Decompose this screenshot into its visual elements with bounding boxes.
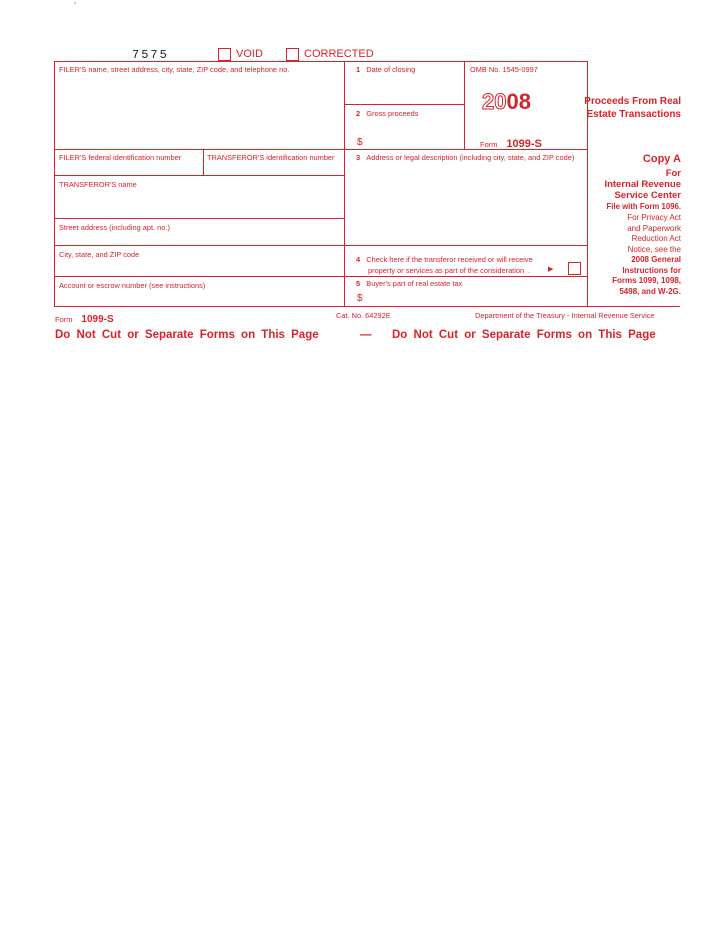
footer-form-number: 1099-S [81, 314, 114, 325]
box3-text: Address or legal description (including city, state, and ZIP code) [366, 153, 575, 162]
form-title [560, 95, 681, 121]
box4-text-line2: property or services as part of the consideration [368, 266, 525, 275]
form-code: 7575 [132, 48, 169, 62]
copy-a-panel [590, 152, 681, 297]
box5-text: Buyer's part of real estate tax [366, 279, 463, 288]
form-title-line2: Estate Transactions [586, 109, 681, 120]
box2-text: Gross proceeds [366, 109, 419, 118]
copy-privacy-1: For Privacy Act [627, 213, 681, 222]
copy-irs-line2: Service Center [614, 190, 681, 201]
box4-checkbox[interactable] [568, 262, 581, 275]
copy-privacy-2: and Paperwork [627, 223, 681, 233]
copy-privacy-3: Reduction Act [631, 234, 681, 243]
do-not-cut-right: Do Not Cut or Separate Forms on This Page [392, 329, 656, 341]
void-checkbox[interactable] [218, 48, 231, 61]
tax-year-outline: 20 [482, 89, 507, 114]
box5-number: 5 [356, 279, 361, 288]
city-state-zip-label: City, state, and ZIP code [59, 250, 140, 259]
line-box1-bottom [344, 104, 464, 105]
transferor-id-label: TRANSFEROR'S identification number [207, 153, 335, 162]
copy-privacy-4: Notice, see the [627, 244, 681, 254]
box1-text: Date of closing [366, 65, 416, 74]
copy-irs-line1: Internal Revenue [604, 179, 681, 190]
box4-line2-wrap: property or services as part of the consideration . [368, 266, 533, 275]
copy-file-with: File with Form 1096. [606, 202, 681, 211]
footer-form-word: Form [55, 315, 73, 324]
box2-dollar: $ [357, 137, 363, 148]
form-number: 1099-S [506, 138, 542, 150]
form-number-label [480, 134, 542, 152]
top-border [54, 61, 588, 62]
line-box3-bottom [344, 245, 587, 246]
box3-number: 3 [356, 153, 361, 162]
banner-dash: — [360, 329, 372, 341]
scan-mark [74, 2, 76, 4]
box5-label [356, 279, 462, 288]
line-city-bottom [54, 276, 588, 277]
do-not-cut-left: Do Not Cut or Separate Forms on This Page [55, 329, 319, 341]
box1-label [356, 65, 415, 74]
footer-form-label [55, 309, 114, 327]
corrected-checkbox[interactable] [286, 48, 299, 61]
line-ids-bottom [54, 175, 344, 176]
box2-number: 2 [356, 109, 361, 118]
divider-middle [344, 61, 345, 306]
tax-year-bold: 08 [506, 89, 531, 114]
copy-privacy-7: Forms 1099, 1098, [612, 276, 681, 285]
street-address-label: Street address (including apt. no.) [59, 223, 170, 232]
void-label: VOID [236, 48, 263, 60]
filer-fed-id-label: FILER'S federal identification number [59, 153, 182, 162]
copy-privacy-6: Instructions for [622, 265, 681, 275]
form-word: Form [480, 140, 498, 149]
copy-privacy-5: 2008 General [631, 255, 681, 264]
form-title-line1: Proceeds From Real [584, 96, 681, 107]
box2-label [356, 109, 418, 118]
box4-label [356, 255, 533, 264]
box3-label [356, 153, 574, 162]
box4-text-line1: Check here if the transferor received or will receive [366, 255, 533, 264]
box5-dollar: $ [357, 293, 363, 304]
corrected-label: CORRECTED [304, 48, 374, 60]
copy-for: For [665, 168, 681, 179]
transferor-name-label: TRANSFEROR'S name [59, 180, 137, 189]
copy-privacy-8: 5498, and W-2G. [619, 286, 681, 296]
filer-name-label: FILER'S name, street address, city, state, ZIP code, and telephone no. [59, 65, 290, 74]
line-form-bottom [54, 306, 680, 307]
line-name-bottom [54, 218, 344, 219]
department-line: Department of the Treasury - Internal Revenue Service [475, 311, 655, 320]
omb-number: OMB No. 1545-0997 [470, 65, 538, 74]
box1-number: 1 [356, 65, 361, 74]
copy-a-title: Copy A [642, 153, 681, 165]
divider-omb [464, 61, 465, 149]
box4-arrow-icon: ▶ [548, 266, 554, 273]
line-street-bottom [54, 245, 344, 246]
left-border [54, 61, 55, 306]
tax-year [482, 90, 531, 114]
catalog-number: Cat. No. 64292E [336, 311, 391, 320]
divider-ids [203, 149, 204, 175]
box4-number: 4 [356, 255, 361, 264]
account-number-label: Account or escrow number (see instructions) [59, 281, 206, 290]
